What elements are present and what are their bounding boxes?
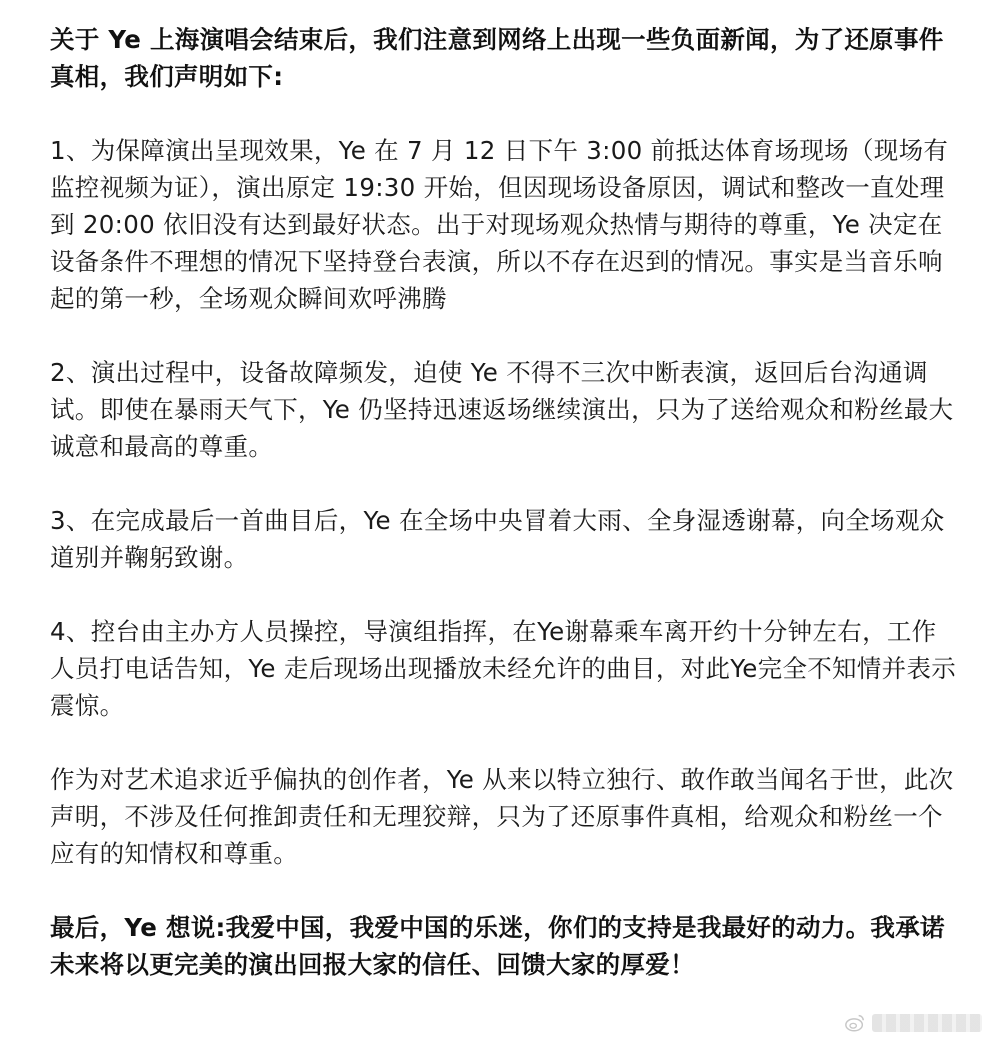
artist-stance-paragraph: 作为对艺术追求近乎偏执的创作者，Ye 从来以特立独行、敢作敢当闻名于世，此次声明，不涉及任何推卸责任和无理狡辩，只为了还原事件真相，给观众和粉丝一个应有的知情权和尊重。 [50, 765, 954, 868]
closing-paragraph: 最后，Ye 想说:我爱中国，我爱中国的乐迷，你们的支持是我最好的动力。我承诺未来将以更完美的演出回报大家的信任、回馈大家的厚爱！ [50, 913, 945, 979]
watermark-handle [872, 1014, 982, 1032]
point-4-paragraph: 4、控台由主办方人员操控，导演组指挥，在Ye谢幕乘车离开约十分钟左右，工作人员打电话告知，Ye 走后现场出现播放未经允许的曲目，对此Ye完全不知情并表示震惊。 [50, 617, 957, 720]
point-1-paragraph: 1、为保障演出呈现效果，Ye 在 7 月 12 日下午 3:00 前抵达体育场现场（现场有监控视频为证），演出原定 19:30 开始，但因现场设备原因，调试和整改一直处理到 20:00 依旧没有达到最好状态。出于对现场观众热情与期待的尊重，Ye 决定在设备条件不理想的情况下坚持登台表演，所以不存在迟到的情况。事实是当音乐响起的第一秒，全场观众瞬间欢呼沸腾 [50, 136, 949, 313]
intro-paragraph: 关于 Ye 上海演唱会结束后，我们注意到网络上出现一些负面新闻，为了还原事件真相，我们声明如下: [50, 25, 944, 91]
watermark [844, 1012, 982, 1034]
point-2-paragraph: 2、演出过程中，设备故障频发，迫使 Ye 不得不三次中断表演，返回后台沟通调试。即使在暴雨天气下，Ye 仍坚持迅速返场继续演出，只为了送给观众和粉丝最大诚意和最高的尊重。 [50, 358, 954, 461]
weibo-logo-icon [844, 1012, 866, 1034]
statement-document [50, 21, 960, 983]
point-3-paragraph: 3、在完成最后一首曲目后，Ye 在全场中央冒着大雨、全身湿透谢幕，向全场观众道别并鞠躬致谢。 [50, 506, 945, 572]
